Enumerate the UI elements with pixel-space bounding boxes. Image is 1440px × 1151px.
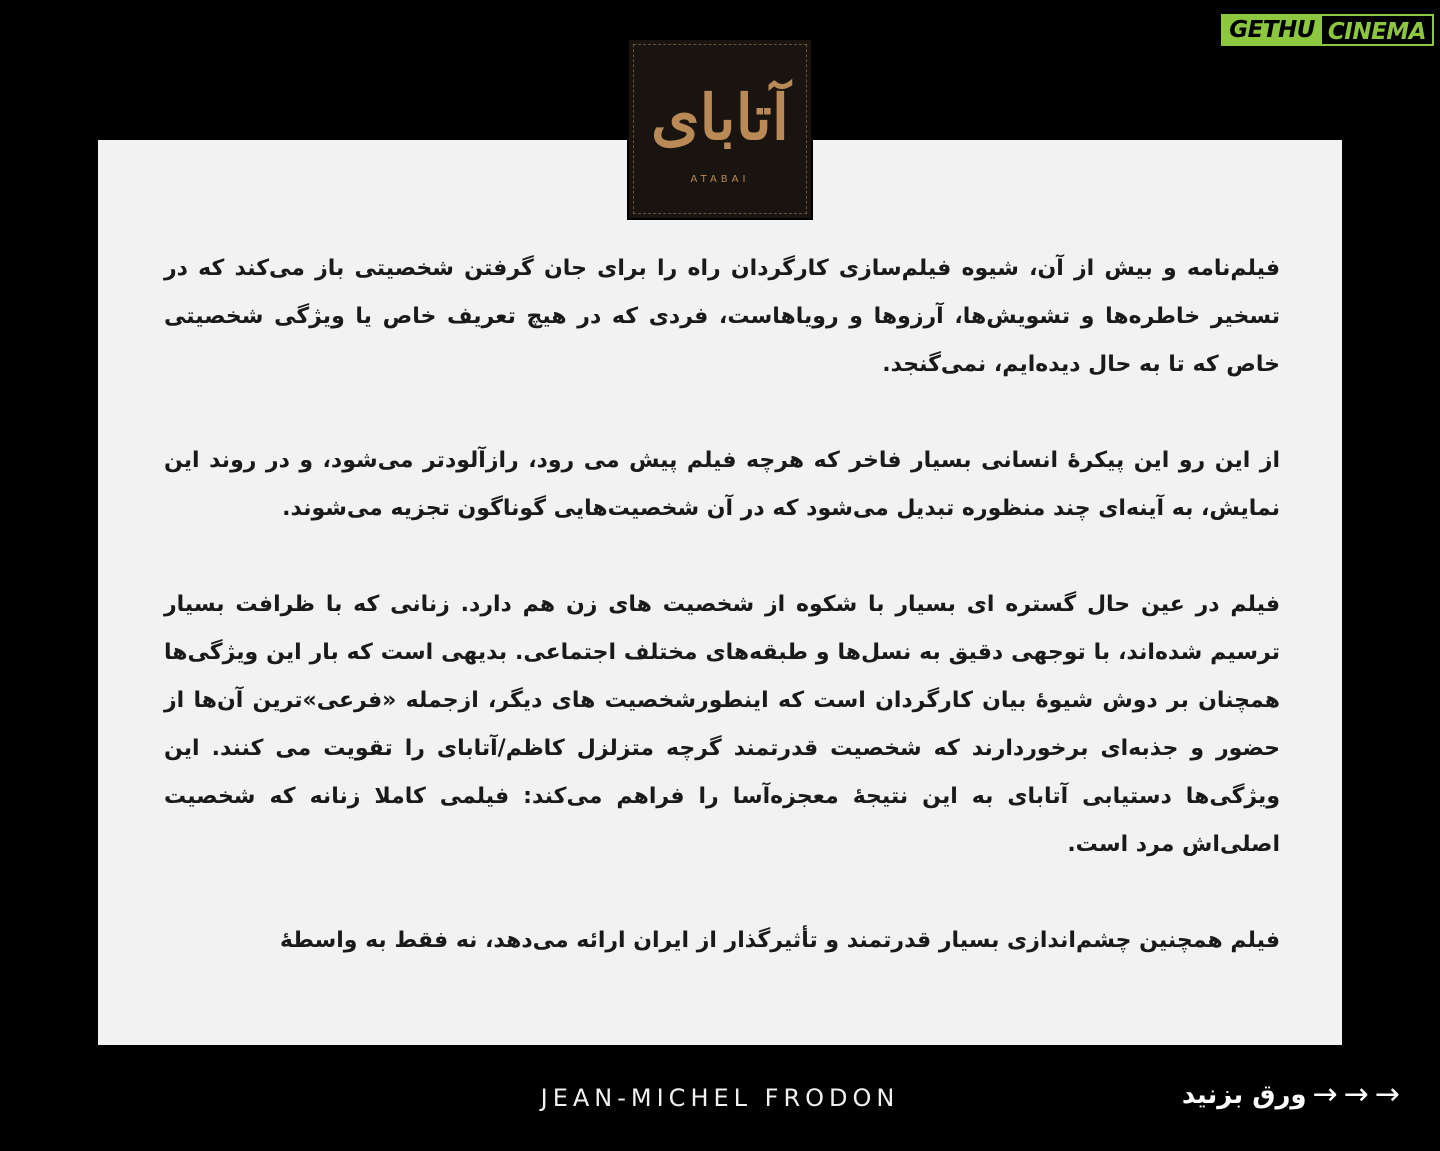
brand-badge — [1221, 14, 1434, 46]
arrow-right-icon: → — [1374, 1077, 1400, 1112]
logo-title: آتابای — [650, 81, 790, 154]
badge-part2: CINEMA — [1320, 14, 1434, 46]
paragraph-3: فیلم در عین حال گستره ای بسیار با شکوه از شخصیت های زن هم دارد. زنانی که با ظرافت بسیار ترسیم شده‌اند، با توجهی دقیق به نسل‌ها و طبقه‌های مختلف اجتماعی. بدیهی است که بار این ویژگی‌ها همچنان بر دوش شیوهٔ بیان کارگردان است که اینطورشخصیت های دیگر، ازجمله «فرعی»ترین آن‌ها از حضور و جذبه‌ای برخوردارند که شخصیت قدرتمند گرچه متزلزل کاظم/آتابای را تقویت می کنند. این ویژگی‌ها دستیابی آتابای به این نتیجهٔ معجزه‌آسا را فراهم می‌کند: فیلمی کاملا زنانه که شخصیت اصلی‌اش مرد است. — [164, 592, 1280, 857]
paragraph-4: فیلم همچنین چشم‌اندازی بسیار قدرتمند و تأثیرگذار از ایران ارائه می‌دهد، نه فقط به واسطهٔ — [279, 928, 1280, 953]
paragraph-1: فیلم‌نامه و بیش از آن، شیوه فیلم‌سازی کارگردان راه را برای جان گرفتن شخصیتی باز می‌کند که در تسخیر خاطره‌ها و تشویش‌ها، آرزوها و رویاهاست، فردی که در هیچ تعریف خاص یا ویژگی شخصیتی خاص که تا به حال دیده‌ایم، نمی‌گنجد. — [164, 256, 1280, 377]
logo-subtitle: ATABAI — [690, 174, 750, 185]
badge-part1: GETHU — [1221, 14, 1320, 46]
swipe-hint[interactable] — [1181, 1077, 1400, 1112]
paragraph-2: از این رو این پیکرهٔ انسانی بسیار فاخر که هرچه فیلم پیش می رود، رازآلودتر می‌شود، و در روند این نمایش، به آینه‌ای چند منظوره تبدیل می‌شود که در آن شخصیت‌هایی گوناگون تجزیه می‌شوند. — [164, 448, 1280, 521]
swipe-label: ورق بزنید — [1181, 1080, 1307, 1110]
review-text — [164, 245, 1280, 1013]
arrow-right-icon: → — [1343, 1077, 1369, 1112]
arrow-right-icon: → — [1312, 1077, 1338, 1112]
film-logo — [627, 38, 813, 220]
author-name: JEAN-MICHEL FRODON — [540, 1084, 900, 1112]
